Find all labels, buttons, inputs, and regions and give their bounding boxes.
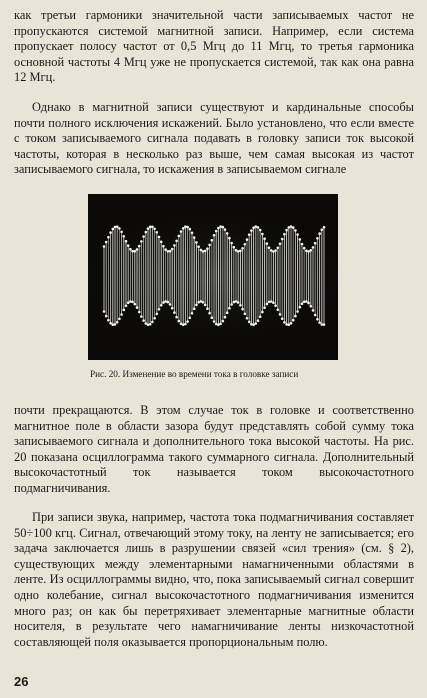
oscillogram-crest (208, 312, 211, 315)
oscillogram-crest (235, 300, 238, 303)
oscillogram-crest (239, 304, 242, 307)
oscillogram-crest (200, 249, 203, 252)
oscillogram-crest (107, 236, 110, 239)
oscillogram-crest (160, 241, 163, 244)
oscillogram-crest (310, 305, 313, 308)
oscillogram-crest (285, 229, 288, 232)
oscillogram-crest (202, 301, 205, 304)
oscillogram-crest (197, 245, 200, 248)
oscillogram-crest (252, 226, 255, 229)
oscillogram-crest (184, 323, 187, 326)
oscillogram-crest (173, 244, 176, 247)
oscillogram-crest (305, 249, 308, 252)
oscillogram-crest (186, 226, 189, 229)
oscillogram-crest (292, 226, 295, 229)
oscillogram-crest (164, 300, 167, 303)
oscillogram-crest (299, 238, 302, 241)
oscillogram-crest (136, 306, 139, 309)
oscillogram-crest (145, 231, 148, 234)
oscillogram-crest (136, 248, 139, 251)
oscillogram-crest (222, 226, 225, 229)
oscillogram-crest (321, 228, 324, 231)
oscillogram-crest (307, 250, 310, 253)
oscillogram-crest (239, 250, 242, 253)
oscillogram-crest (224, 228, 227, 231)
oscillogram-crest (118, 227, 121, 230)
oscillogram-crest (224, 316, 227, 319)
oscillogram-crest (173, 311, 176, 314)
oscillogram-crest (191, 232, 194, 235)
oscillogram-crest (250, 323, 253, 326)
oscillogram-crest (162, 245, 165, 248)
oscillogram-crest (204, 304, 207, 307)
paragraph-1: как третьи гармоники значительной части записываемых частот не пропускаются системой магнитной записи. Например, если система пропускает полосу частот от 0,5 Мгц до 11 Мгц, то третья гармоника основной частоты 4 Мгц уже не пропускается системой, так как она равна 12 Мгц. (14, 8, 414, 85)
oscillogram-crest (107, 319, 110, 322)
oscillogram-crest (261, 233, 264, 236)
oscillogram-crest (288, 323, 291, 326)
oscillogram-crest (178, 320, 181, 323)
oscillogram-crest (272, 302, 275, 305)
oscillogram-crest (323, 226, 326, 229)
oscillogram-crest (237, 301, 240, 304)
oscillogram-crest (149, 323, 152, 326)
oscillogram-crest (193, 308, 196, 311)
paragraph-4: При записи звука, например, частота тока подмагничивания составляет 50÷100 кгц. Сигнал, отвечающий этому току, на ленту не записывается; его задача заключается лишь в разрушении связей «сил трения» (см. § 2), существующих между элементарными намагниченными областями в ленте. Из осциллограммы видно, что, пока записываемый сигнал совершит одно колебание, сигнал высокочастотного подмагничивания изменится много раз; он как бы перетряхивает элементарные магнитные области носителя, в результате чего намагничивание ленты низкочастотной составляющей поля оказывается пропорциональным полю. (14, 510, 414, 649)
oscillogram-crest (294, 229, 297, 232)
oscillogram-crest (244, 243, 247, 246)
oscillogram-crest (303, 247, 306, 250)
oscillogram-crest (266, 303, 269, 306)
oscillogram-crest (140, 315, 143, 318)
oscillogram-crest (310, 249, 313, 252)
oscillogram-crest (228, 307, 231, 310)
oscillogram-crest (283, 233, 286, 236)
oscillogram-crest (241, 308, 244, 311)
oscillogram-crest (263, 237, 266, 240)
oscillogram-crest (109, 231, 112, 234)
oscillogram-crest (281, 238, 284, 241)
oscillogram-crest (120, 313, 123, 316)
oscillogram-image (88, 194, 338, 360)
oscillogram-crest (246, 317, 249, 320)
oscillogram-crest (175, 316, 178, 319)
oscillogram-crest (307, 302, 310, 305)
oscillogram-crest (138, 311, 141, 314)
oscillogram-crest (103, 310, 106, 313)
oscillogram-crest (171, 307, 174, 310)
oscillogram-crest (142, 235, 145, 238)
oscillogram-crest (147, 227, 150, 230)
oscillogram-crest (259, 229, 262, 232)
oscillogram-crest (228, 237, 231, 240)
paragraph-3: почти прекращаются. В этом случае ток в головке и соответственно магнитное поле в области зазора будут представлять собой сумму тока записываемого сигнала и дополнительного тока высокой частоты. На рис. 20 показана осциллограмма такого суммарного сигнала. Дополнительный высокочастотный ток называется током высокочастотного подмагничивания. (14, 403, 414, 495)
oscillogram-crest (129, 248, 132, 251)
oscillogram-crest (151, 226, 154, 229)
oscillogram-crest (235, 249, 238, 252)
oscillogram-crest (312, 309, 315, 312)
oscillogram-crest (305, 300, 308, 303)
oscillogram-crest (241, 247, 244, 250)
oscillogram-crest (184, 225, 187, 228)
oscillogram-crest (268, 301, 271, 304)
oscillogram-crest (191, 312, 194, 315)
oscillogram-crest (158, 236, 161, 239)
oscillogram-crest (226, 232, 229, 235)
oscillogram-crest (244, 313, 247, 316)
oscillogram-crest (186, 320, 189, 323)
oscillogram-crest (116, 225, 119, 228)
oscillogram-crest (140, 240, 143, 243)
oscillogram-crest (189, 228, 192, 231)
paragraph-2: Однако в магнитной записи существуют и кардинальные способы почти полного исключения искажений. Было установлено, что если вместе с током записываемого сигнала подавать в головку записи ток высокой частоты, которая в несколько раз выше, чем самая высокая из частот записываемого сигнала, то искажения в записываемом сигнале (14, 100, 414, 177)
oscillogram-crest (142, 319, 145, 322)
oscillogram-crest (114, 226, 117, 229)
oscillogram-crest (277, 309, 280, 312)
oscillogram-figure (88, 194, 338, 360)
oscillogram-crest (266, 242, 269, 245)
oscillogram-crest (274, 249, 277, 252)
oscillogram-crest (294, 315, 297, 318)
oscillogram-crest (274, 304, 277, 307)
oscillogram-crest (114, 323, 117, 326)
oscillogram-crest (237, 250, 240, 253)
oscillogram-crest (318, 232, 321, 235)
oscillogram-crest (118, 318, 121, 321)
oscillogram-crest (318, 321, 321, 324)
oscillogram-crest (131, 301, 134, 304)
oscillogram-crest (268, 246, 271, 249)
oscillogram-crest (134, 250, 137, 253)
oscillogram-crest (222, 320, 225, 323)
oscillogram-crest (316, 318, 319, 321)
oscillogram-crest (301, 302, 304, 305)
oscillogram-crest (263, 306, 266, 309)
oscillogram-crest (105, 241, 108, 244)
oscillogram-crest (301, 243, 304, 246)
oscillogram-crest (109, 322, 112, 325)
oscillogram-crest (167, 301, 170, 304)
oscillogram-crest (279, 313, 282, 316)
oscillogram-crest (279, 243, 282, 246)
oscillogram-crest (213, 320, 216, 323)
oscillogram-crest (206, 247, 209, 250)
oscillogram-crest (162, 301, 165, 304)
oscillogram-crest (292, 319, 295, 322)
oscillogram-crest (248, 233, 251, 236)
oscillogram-crest (314, 314, 317, 317)
oscillogram-crest (219, 225, 222, 228)
oscillogram-crest (153, 228, 156, 231)
oscillogram-crest (112, 323, 115, 326)
oscillogram-crest (283, 321, 286, 324)
oscillogram-crest (261, 311, 264, 314)
oscillogram-crest (164, 248, 167, 251)
oscillogram-crest (125, 240, 128, 243)
oscillogram-crest (151, 321, 154, 324)
oscillogram-crest (134, 303, 137, 306)
oscillogram-crest (169, 303, 172, 306)
oscillogram-crest (230, 303, 233, 306)
oscillogram-crest (281, 318, 284, 321)
oscillogram-crest (127, 302, 130, 305)
oscillogram-crest (180, 230, 183, 233)
oscillogram-crest (233, 246, 236, 249)
oscillogram-crest (116, 321, 119, 324)
oscillogram-crest (296, 310, 299, 313)
oscillogram-crest (314, 242, 317, 245)
oscillogram-crest (147, 324, 150, 327)
oscillogram-crest (145, 322, 148, 325)
oscillogram-crest (120, 231, 123, 234)
oscillogram-crest (129, 300, 132, 303)
oscillogram-crest (248, 321, 251, 324)
oscillogram-crest (167, 250, 170, 253)
oscillogram-crest (160, 304, 163, 307)
oscillogram-crest (270, 249, 273, 252)
oscillogram-crest (171, 248, 174, 251)
oscillogram-crest (233, 301, 236, 304)
oscillogram-crest (250, 229, 253, 232)
oscillogram-crest (257, 319, 260, 322)
oscillogram-crest (246, 238, 249, 241)
oscillogram-crest (217, 227, 220, 230)
oscillogram-crest (156, 231, 159, 234)
oscillogram-crest (303, 301, 306, 304)
oscillogram-crest (323, 323, 326, 326)
oscillogram-crest (316, 237, 319, 240)
oscillogram-crest (169, 250, 172, 253)
oscillogram-crest (290, 322, 293, 325)
oscillogram-crest (252, 324, 255, 327)
oscillogram-crest (215, 230, 218, 233)
oscillogram-crest (259, 315, 262, 318)
oscillogram-crest (123, 235, 126, 238)
oscillogram-crest (105, 315, 108, 318)
oscillogram-crest (204, 250, 207, 253)
oscillogram-crest (182, 227, 185, 230)
oscillogram-crest (175, 240, 178, 243)
oscillogram-crest (206, 307, 209, 310)
figure-caption: Рис. 20. Изменение во времени тока в головке записи (90, 369, 299, 379)
oscillogram-crest (158, 308, 161, 311)
oscillogram-crest (270, 300, 273, 303)
oscillogram-crest (226, 311, 229, 314)
oscillogram-crest (255, 322, 258, 325)
oscillogram-crest (230, 242, 233, 245)
oscillogram-crest (153, 317, 156, 320)
oscillogram-crest (195, 304, 198, 307)
oscillogram-crest (211, 316, 214, 319)
oscillogram-crest (257, 226, 260, 229)
oscillogram-crest (195, 241, 198, 244)
oscillogram-crest (123, 309, 126, 312)
oscillogram-crest (211, 239, 214, 242)
oscillogram-crest (189, 317, 192, 320)
page-number: 26 (14, 674, 29, 689)
oscillogram-crest (213, 234, 216, 237)
oscillogram-crest (285, 323, 288, 326)
oscillogram-crest (112, 228, 115, 231)
oscillogram-crest (156, 313, 159, 316)
oscillogram-crest (219, 323, 222, 326)
oscillogram-crest (312, 246, 315, 249)
oscillogram-crest (202, 250, 205, 253)
oscillogram-crest (299, 306, 302, 309)
oscillogram-crest (138, 245, 141, 248)
oscillogram-crest (178, 235, 181, 238)
oscillogram-crest (127, 244, 130, 247)
oscillogram-crest (290, 225, 293, 228)
oscillogram-crest (125, 305, 128, 308)
oscillogram-crest (277, 247, 280, 250)
oscillogram-crest (193, 236, 196, 239)
oscillogram-crest (208, 244, 211, 247)
oscillogram-crest (296, 233, 299, 236)
oscillogram-crest (103, 245, 106, 248)
